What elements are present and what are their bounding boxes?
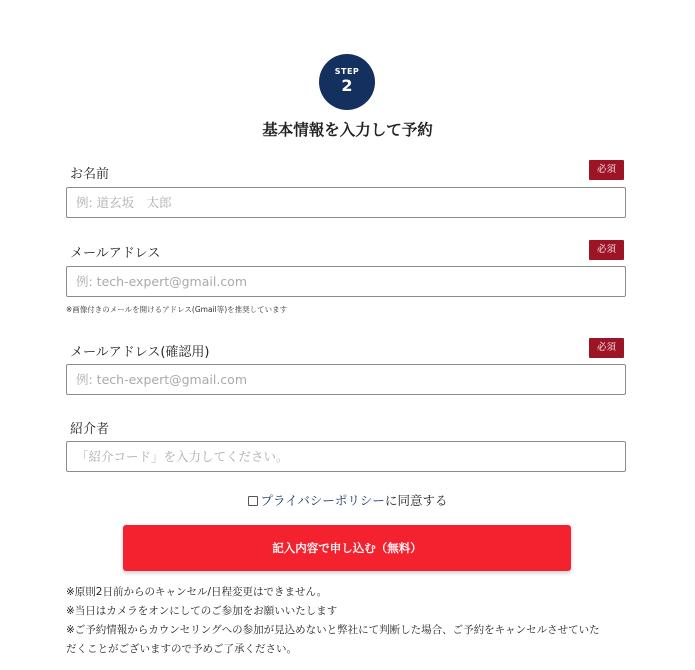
submit-button[interactable]: 記入内容で申し込む（無料）: [123, 525, 571, 571]
email-input[interactable]: [66, 266, 626, 297]
email-hint: ※画像付きのメールを開けるアドレス(Gmail等)を推奨しています: [66, 305, 288, 314]
privacy-checkbox[interactable]: [248, 496, 258, 506]
email-confirm-label: メールアドレス(確認用): [70, 345, 210, 360]
privacy-policy-link[interactable]: プライバシーポリシー: [260, 493, 385, 508]
privacy-consent: [0, 491, 695, 509]
step-label: STEP: [334, 67, 360, 76]
name-required-badge: 必須: [589, 160, 624, 180]
note-line: だくことがございますので予めご了承ください。: [66, 643, 297, 655]
notes: [66, 583, 636, 659]
referrer-label: 紹介者: [70, 422, 110, 437]
email-confirm-required-badge: 必須: [589, 338, 624, 358]
consent-suffix: に同意する: [384, 493, 448, 508]
referrer-input[interactable]: [66, 441, 626, 472]
email-label: メールアドレス: [70, 246, 161, 261]
page-title: 基本情報を入力して予約: [262, 121, 433, 139]
note-line: ※ご予約情報からカウンセリングへの参加が見込めないと弊社にて判断した場合、ご予約をキャンセルさせていた: [66, 624, 600, 636]
email-confirm-input[interactable]: [66, 364, 626, 395]
note-line: ※原則2日前からのキャンセル/日程変更はできません。: [66, 586, 328, 598]
email-required-badge: 必須: [589, 240, 624, 260]
name-input[interactable]: [66, 187, 626, 218]
step-number: 2: [341, 76, 353, 95]
step-badge: [319, 54, 375, 110]
name-label: お名前: [70, 167, 110, 182]
note-line: ※当日はカメラをオンにしてのご参加をお願いいたします: [66, 605, 338, 617]
